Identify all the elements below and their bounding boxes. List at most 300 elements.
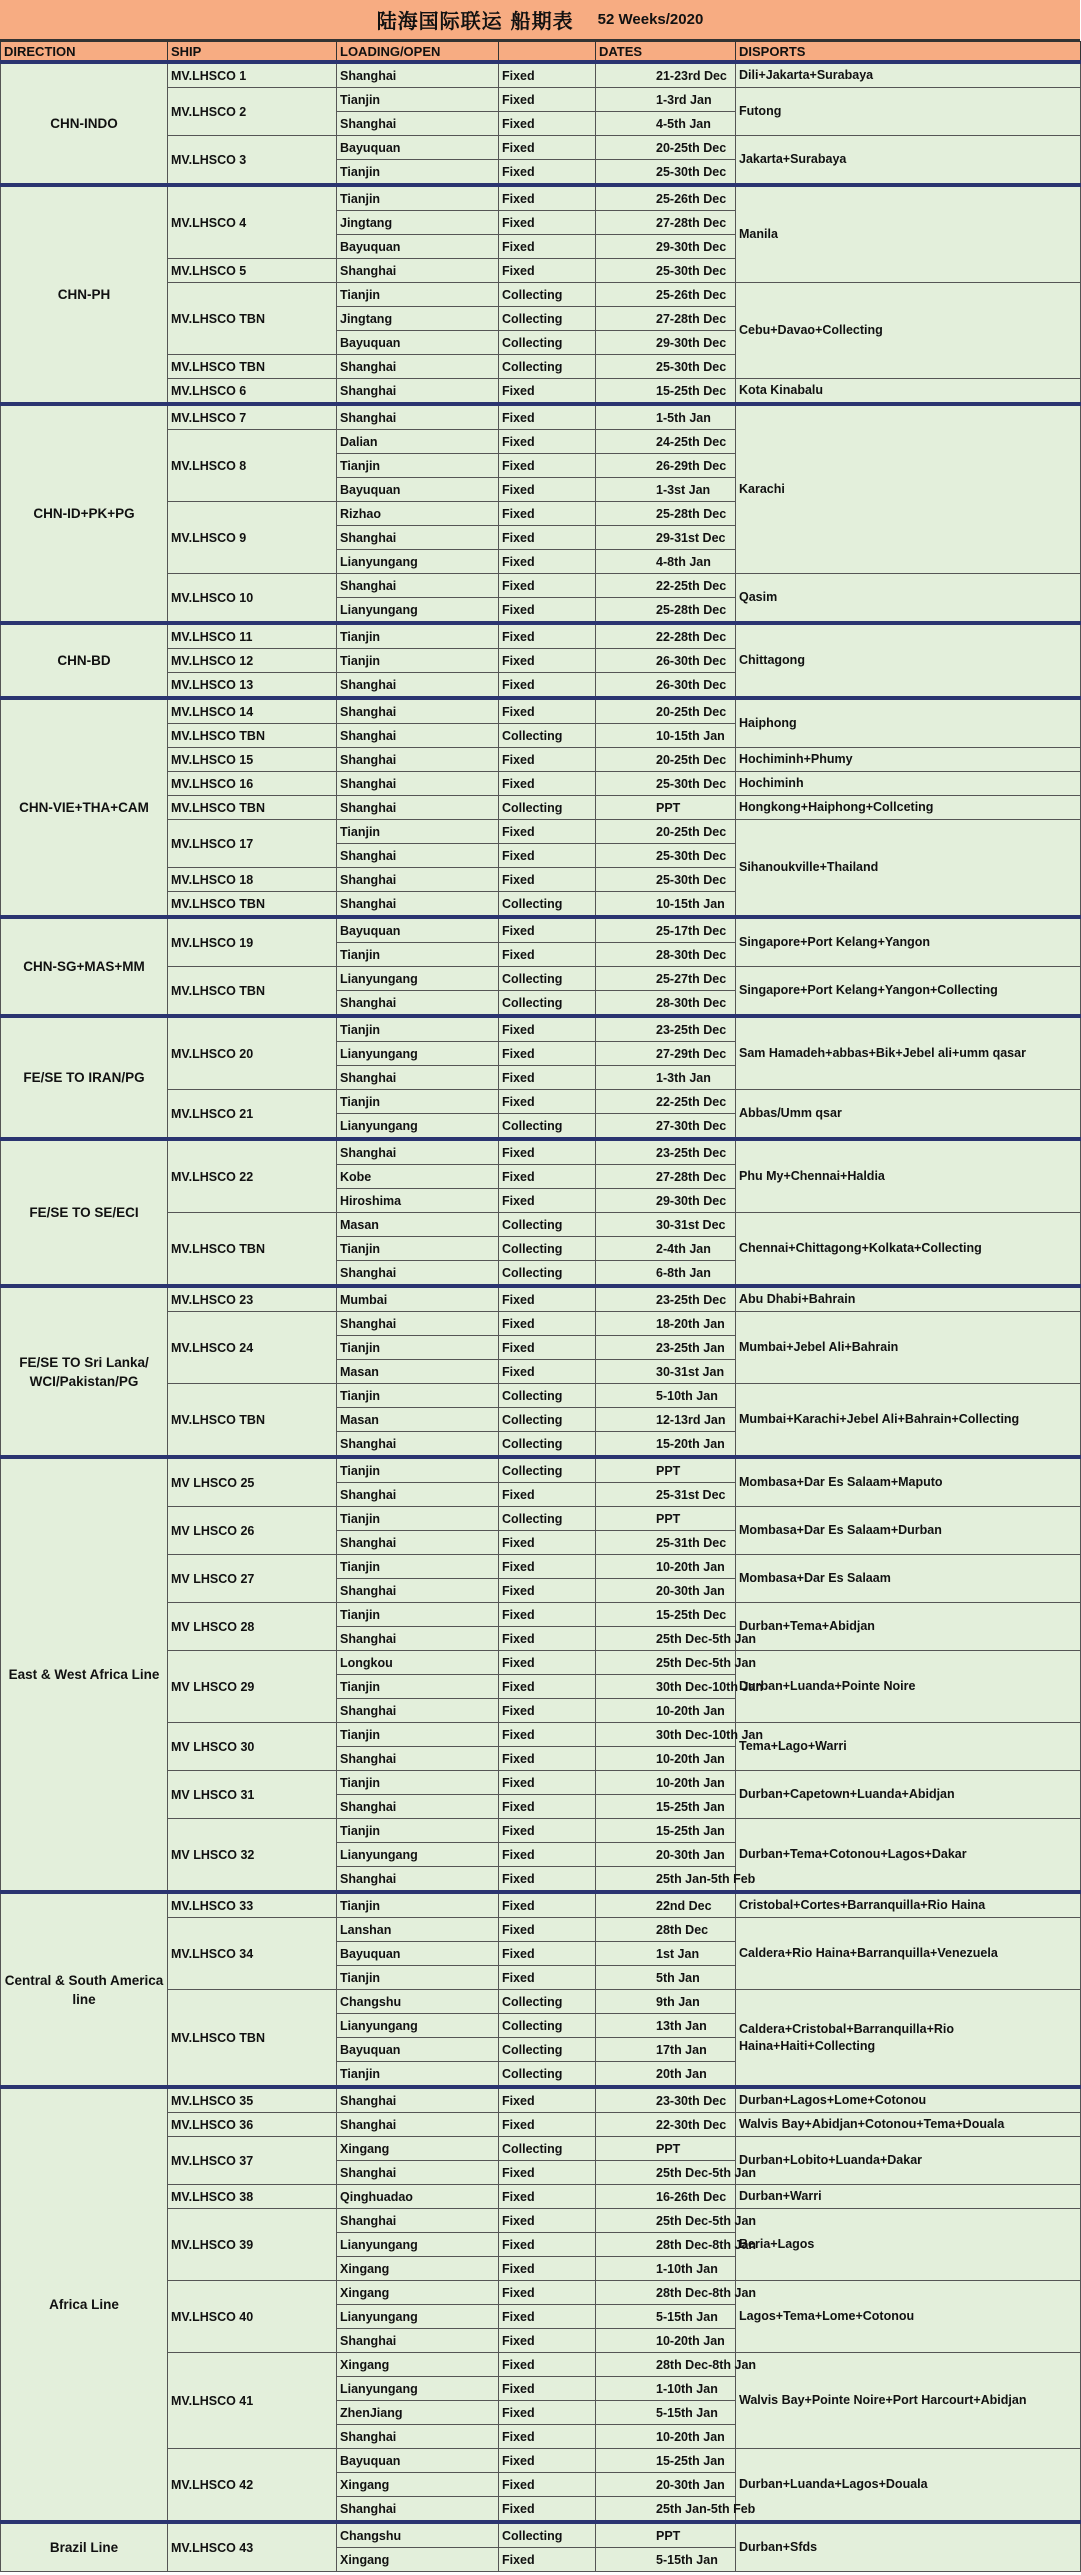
date-cell: 10-20th Jan [596,1747,736,1771]
ship-cell: MV.LHSCO TBN [168,1213,337,1287]
status-cell: Fixed [499,112,596,136]
schedule-row [1,917,1081,943]
status-cell: Fixed [499,1651,596,1675]
loading-port-cell: Xingang [337,2548,499,2572]
loading-port-cell: Lianyungang [337,2377,499,2401]
ship-cell: MV.LHSCO 15 [168,748,337,772]
date-cell: 25th Dec-5th Jan [596,2161,736,2185]
status-cell: Fixed [499,1892,596,1918]
disports-cell: Lagos+Tema+Lome+Cotonou [736,2281,1081,2353]
ship-cell: MV.LHSCO TBN [168,724,337,748]
date-cell: 25-17th Dec [596,917,736,943]
loading-port-cell: Shanghai [337,1312,499,1336]
ship-cell: MV LHSCO 27 [168,1555,337,1603]
loading-port-cell: Shanghai [337,2209,499,2233]
loading-port-cell: Bayuquan [337,235,499,259]
status-cell: Fixed [499,379,596,405]
disports-cell: Mumbai+Jebel Ali+Bahrain [736,1312,1081,1384]
loading-port-cell: Shanghai [337,355,499,379]
ship-cell: MV LHSCO 29 [168,1651,337,1723]
status-cell: Fixed [499,211,596,235]
date-cell: 24-25th Dec [596,430,736,454]
direction-cell: CHN-SG+MAS+MM [1,917,168,1016]
loading-port-cell: Longkou [337,1651,499,1675]
status-cell: Collecting [499,1432,596,1458]
schedule-row [1,2087,1081,2113]
date-cell: 15-25th Jan [596,1819,736,1843]
ship-cell: MV LHSCO 31 [168,1771,337,1819]
direction-cell: FE/SE TO Sri Lanka/ WCI/Pakistan/PG [1,1286,168,1457]
disports-cell: Futong [736,88,1081,136]
disports-cell: Durban+Lagos+Lome+Cotonou [736,2087,1081,2113]
disports-cell: Caldera+Cristobal+Barranquilla+Rio Haina+Haiti+Collecting [736,1990,1081,2088]
status-cell: Fixed [499,1042,596,1066]
loading-port-cell: Shanghai [337,404,499,430]
date-cell: 1-10th Jan [596,2377,736,2401]
ship-cell: MV.LHSCO 7 [168,404,337,430]
status-cell: Fixed [499,550,596,574]
date-cell: 1-3th Jan [596,1066,736,1090]
loading-port-cell: Lianyungang [337,1114,499,1140]
schedule-row [1,623,1081,649]
ship-cell: MV.LHSCO 23 [168,1286,337,1312]
date-cell: 27-28th Dec [596,307,736,331]
ship-cell: MV.LHSCO 34 [168,1918,337,1990]
date-cell: 22-30th Dec [596,2113,736,2137]
loading-port-cell: Changshu [337,2522,499,2548]
schedule-table [0,41,1081,2572]
loading-port-cell: Shanghai [337,2087,499,2113]
date-cell: 30-31st Dec [596,1213,736,1237]
date-cell: 15-20th Jan [596,1432,736,1458]
disports-cell: Sihanoukville+Thailand [736,820,1081,918]
ship-cell: MV.LHSCO 8 [168,430,337,502]
disports-cell: Mombasa+Dar Es Salaam+Durban [736,1507,1081,1555]
direction-cell: Brazil Line [1,2522,168,2572]
status-cell: Fixed [499,1843,596,1867]
ship-cell: MV LHSCO 26 [168,1507,337,1555]
loading-port-cell: Shanghai [337,892,499,918]
loading-port-cell: Shanghai [337,2425,499,2449]
status-cell: Collecting [499,724,596,748]
status-cell: Fixed [499,136,596,160]
status-cell: Collecting [499,1990,596,2014]
loading-port-cell: Shanghai [337,748,499,772]
status-cell: Fixed [499,868,596,892]
date-cell: 25-30th Dec [596,160,736,186]
loading-port-cell: Tianjin [337,1237,499,1261]
status-cell: Fixed [499,2113,596,2137]
loading-port-cell: Dalian [337,430,499,454]
date-cell: 29-30th Dec [596,235,736,259]
date-cell: 20-25th Dec [596,136,736,160]
date-cell: 27-30th Dec [596,1114,736,1140]
status-cell: Collecting [499,307,596,331]
status-cell: Fixed [499,917,596,943]
ship-cell: MV.LHSCO 37 [168,2137,337,2185]
status-cell: Fixed [499,88,596,112]
loading-port-cell: Shanghai [337,62,499,88]
schedule-row [1,62,1081,88]
disports-cell: Mombasa+Dar Es Salaam [736,1555,1081,1603]
date-cell: 28-30th Dec [596,991,736,1017]
schedule-row [1,185,1081,211]
loading-port-cell: Lianyungang [337,2014,499,2038]
loading-port-cell: Tianjin [337,1892,499,1918]
loading-port-cell: Shanghai [337,1432,499,1458]
date-cell: 25-31th Dec [596,1531,736,1555]
status-cell: Fixed [499,2281,596,2305]
date-cell: 23-30th Dec [596,2087,736,2113]
direction-cell: Central & South America line [1,1892,168,2087]
schedule-row [1,1139,1081,1165]
schedule-row [1,1286,1081,1312]
status-cell: Fixed [499,820,596,844]
ship-cell: MV.LHSCO 12 [168,649,337,673]
loading-port-cell: Lanshan [337,1918,499,1942]
ship-cell: MV.LHSCO 33 [168,1892,337,1918]
loading-port-cell: Shanghai [337,1531,499,1555]
status-cell: Fixed [499,844,596,868]
ship-cell: MV LHSCO 32 [168,1819,337,1893]
date-cell: 20-30th Jan [596,2473,736,2497]
loading-port-cell: Tianjin [337,1723,499,1747]
date-cell: 30th Dec-10th Jan [596,1675,736,1699]
ship-cell: MV.LHSCO 21 [168,1090,337,1140]
date-cell: 25-30th Dec [596,868,736,892]
loading-port-cell: Lianyungang [337,2233,499,2257]
status-cell: Fixed [499,1747,596,1771]
status-cell: Fixed [499,1942,596,1966]
loading-port-cell: Lianyungang [337,2305,499,2329]
date-cell: PPT [596,2137,736,2161]
disports-cell: Qasim [736,574,1081,624]
date-cell: 23-25th Dec [596,1016,736,1042]
status-cell: Fixed [499,2548,596,2572]
loading-port-cell: Shanghai [337,796,499,820]
status-cell: Fixed [499,1579,596,1603]
status-cell: Fixed [499,2233,596,2257]
loading-port-cell: Shanghai [337,698,499,724]
disports-cell: Sam Hamadeh+abbas+Bik+Jebel ali+umm qasar [736,1016,1081,1090]
status-cell: Collecting [499,355,596,379]
loading-port-cell: Xingang [337,2473,499,2497]
loading-port-cell: Tianjin [337,2062,499,2088]
disports-cell: Durban+Sfds [736,2522,1081,2572]
ship-cell: MV.LHSCO 13 [168,673,337,699]
loading-port-cell: Bayuquan [337,136,499,160]
loading-port-cell: Masan [337,1408,499,1432]
status-cell: Collecting [499,1408,596,1432]
status-cell: Fixed [499,160,596,186]
disports-cell: Singapore+Port Kelang+Yangon [736,917,1081,967]
date-cell: 30-31st Jan [596,1360,736,1384]
status-cell: Fixed [499,235,596,259]
status-cell: Fixed [499,1531,596,1555]
loading-port-cell: Lianyungang [337,598,499,624]
schedule-row [1,404,1081,430]
disports-cell: Durban+Tema+Cotonou+Lagos+Dakar [736,1819,1081,1893]
date-cell: 10-20th Jan [596,1555,736,1579]
ship-cell: MV.LHSCO 39 [168,2209,337,2281]
disports-cell: Mumbai+Karachi+Jebel Ali+Bahrain+Collecting [736,1384,1081,1458]
disports-cell: Durban+Capetown+Luanda+Abidjan [736,1771,1081,1819]
loading-port-cell: Shanghai [337,1867,499,1893]
loading-port-cell: Jingtang [337,307,499,331]
loading-port-cell: Tianjin [337,1457,499,1483]
date-cell: 17th Jan [596,2038,736,2062]
date-cell: 1-3st Jan [596,478,736,502]
ship-cell: MV.LHSCO 22 [168,1139,337,1213]
loading-port-cell: Shanghai [337,574,499,598]
date-cell: 25-26th Dec [596,283,736,307]
schedule-row [1,1457,1081,1483]
date-cell: 9th Jan [596,1990,736,2014]
status-cell: Fixed [499,1286,596,1312]
ship-cell: MV.LHSCO 10 [168,574,337,624]
date-cell: 28th Dec-8th Jan [596,2233,736,2257]
status-cell: Fixed [499,1723,596,1747]
date-cell: 5th Jan [596,1966,736,1990]
status-cell: Fixed [499,623,596,649]
disports-cell: Hochiminh+Phumy [736,748,1081,772]
loading-port-cell: Shanghai [337,991,499,1017]
loading-port-cell: Tianjin [337,88,499,112]
status-cell: Fixed [499,1555,596,1579]
status-cell: Fixed [499,1139,596,1165]
col-disports: DISPORTS [736,42,1081,63]
col-direction: DIRECTION [1,42,168,63]
date-cell: 1-5th Jan [596,404,736,430]
status-cell: Collecting [499,331,596,355]
loading-port-cell: Lianyungang [337,550,499,574]
date-cell: 20-30th Jan [596,1843,736,1867]
status-cell: Fixed [499,2087,596,2113]
ship-cell: MV.LHSCO 9 [168,502,337,574]
date-cell: 1-10th Jan [596,2257,736,2281]
loading-port-cell: Shanghai [337,1747,499,1771]
date-cell: 22-25th Dec [596,1090,736,1114]
date-cell: 2-4th Jan [596,1237,736,1261]
status-cell: Fixed [499,1090,596,1114]
schedule-body [1,62,1081,2572]
date-cell: 25-27th Dec [596,967,736,991]
date-cell: 10-20th Jan [596,1699,736,1723]
disports-cell: Hongkong+Haiphong+Collceting [736,796,1081,820]
date-cell: 12-13rd Jan [596,1408,736,1432]
loading-port-cell: Bayuquan [337,2449,499,2473]
date-cell: 5-10th Jan [596,1384,736,1408]
direction-cell: East & West Africa Line [1,1457,168,1892]
ship-cell: MV LHSCO 28 [168,1603,337,1651]
ship-cell: MV.LHSCO 1 [168,62,337,88]
status-cell: Fixed [499,478,596,502]
col-ship: SHIP [168,42,337,63]
loading-port-cell: Masan [337,1360,499,1384]
disports-cell: Dili+Jakarta+Surabaya [736,62,1081,88]
ship-cell: MV.LHSCO 17 [168,820,337,868]
loading-port-cell: Tianjin [337,1819,499,1843]
status-cell: Fixed [499,2377,596,2401]
date-cell: 26-29th Dec [596,454,736,478]
ship-cell: MV.LHSCO 35 [168,2087,337,2113]
disports-cell: Kota Kinabalu [736,379,1081,405]
title-bar [0,0,1080,41]
loading-port-cell: Tianjin [337,1507,499,1531]
loading-port-cell: Tianjin [337,1336,499,1360]
loading-port-cell: Shanghai [337,724,499,748]
status-cell: Fixed [499,2473,596,2497]
disports-cell: Manila [736,185,1081,283]
ship-cell: MV.LHSCO 16 [168,772,337,796]
status-cell: Fixed [499,1483,596,1507]
date-cell: 29-30th Dec [596,331,736,355]
loading-port-cell: Bayuquan [337,478,499,502]
loading-port-cell: Shanghai [337,1627,499,1651]
direction-cell: CHN-VIE+THA+CAM [1,698,168,917]
loading-port-cell: Kobe [337,1165,499,1189]
disports-cell: Tema+Lago+Warri [736,1723,1081,1771]
status-cell: Collecting [499,796,596,820]
date-cell: 28th Dec-8th Jan [596,2353,736,2377]
loading-port-cell: Shanghai [337,1483,499,1507]
status-cell: Fixed [499,1189,596,1213]
date-cell: 27-29th Dec [596,1042,736,1066]
loading-port-cell: Shanghai [337,2161,499,2185]
status-cell: Collecting [499,1237,596,1261]
date-cell: 5-15th Jan [596,2548,736,2572]
status-cell: Fixed [499,1165,596,1189]
date-cell: 26-30th Dec [596,649,736,673]
disports-cell: Chittagong [736,623,1081,698]
date-cell: 26-30th Dec [596,673,736,699]
date-cell: 25-26th Dec [596,185,736,211]
ship-cell: MV.LHSCO 41 [168,2353,337,2449]
date-cell: 20-30th Jan [596,1579,736,1603]
date-cell: 10-20th Jan [596,2329,736,2353]
date-cell: 27-28th Dec [596,1165,736,1189]
loading-port-cell: Shanghai [337,259,499,283]
status-cell: Fixed [499,259,596,283]
loading-port-cell: Jingtang [337,211,499,235]
status-cell: Collecting [499,892,596,918]
loading-port-cell: Bayuquan [337,917,499,943]
ship-cell: MV.LHSCO TBN [168,1990,337,2088]
loading-port-cell: Tianjin [337,185,499,211]
loading-port-cell: Xingang [337,2257,499,2281]
date-cell: 22-28th Dec [596,623,736,649]
status-cell: Collecting [499,2062,596,2088]
date-cell: 20th Jan [596,2062,736,2088]
loading-port-cell: Tianjin [337,1675,499,1699]
date-cell: 29-31st Dec [596,526,736,550]
status-cell: Fixed [499,943,596,967]
disports-cell: Singapore+Port Kelang+Yangon+Collecting [736,967,1081,1017]
date-cell: 30th Dec-10th Jan [596,1723,736,1747]
direction-cell: CHN-ID+PK+PG [1,404,168,623]
loading-port-cell: Xingang [337,2137,499,2161]
status-cell: Fixed [499,698,596,724]
disports-cell: Beria+Lagos [736,2209,1081,2281]
loading-port-cell: Tianjin [337,1016,499,1042]
status-cell: Fixed [499,2209,596,2233]
status-cell: Fixed [499,526,596,550]
status-cell: Collecting [499,2522,596,2548]
disports-cell: Cebu+Davao+Collecting [736,283,1081,379]
loading-port-cell: Tianjin [337,1966,499,1990]
date-cell: 25-30th Dec [596,259,736,283]
title-chinese: 陆海国际联运 船期表 [376,9,574,33]
disports-cell: Hochiminh [736,772,1081,796]
direction-cell: FE/SE TO SE/ECI [1,1139,168,1286]
status-cell: Collecting [499,1457,596,1483]
status-cell: Collecting [499,1114,596,1140]
date-cell: 10-15th Jan [596,892,736,918]
ship-cell: MV.LHSCO 14 [168,698,337,724]
loading-port-cell: Tianjin [337,820,499,844]
ship-cell: MV.LHSCO 24 [168,1312,337,1384]
status-cell: Fixed [499,1918,596,1942]
date-cell: 4-8th Jan [596,550,736,574]
loading-port-cell: Tianjin [337,283,499,307]
date-cell: 22nd Dec [596,1892,736,1918]
ship-cell: MV.LHSCO 3 [168,136,337,186]
loading-port-cell: Lianyungang [337,967,499,991]
loading-port-cell: Hiroshima [337,1189,499,1213]
date-cell: 6-8th Jan [596,1261,736,1287]
ship-cell: MV.LHSCO 40 [168,2281,337,2353]
ship-cell: MV.LHSCO 5 [168,259,337,283]
status-cell: Fixed [499,1699,596,1723]
date-cell: 15-25th Jan [596,1795,736,1819]
status-cell: Collecting [499,967,596,991]
date-cell: 10-20th Jan [596,2425,736,2449]
loading-port-cell: Shanghai [337,1066,499,1090]
loading-port-cell: Mumbai [337,1286,499,1312]
ship-cell: MV.LHSCO TBN [168,355,337,379]
status-cell: Collecting [499,991,596,1017]
date-cell: 21-23rd Dec [596,62,736,88]
date-cell: 4-5th Jan [596,112,736,136]
date-cell: 20-25th Dec [596,698,736,724]
date-cell: 25th Jan-5th Feb [596,2497,736,2523]
loading-port-cell: Shanghai [337,673,499,699]
loading-port-cell: Qinghuadao [337,2185,499,2209]
disports-cell: Walvis Bay+Abidjan+Cotonou+Tema+Douala [736,2113,1081,2137]
disports-cell: Durban+Warri [736,2185,1081,2209]
date-cell: 28th Dec-8th Jan [596,2281,736,2305]
status-cell: Fixed [499,404,596,430]
direction-cell: FE/SE TO IRAN/PG [1,1016,168,1139]
date-cell: 25-30th Dec [596,772,736,796]
loading-port-cell: Tianjin [337,623,499,649]
loading-port-cell: Tianjin [337,1603,499,1627]
loading-port-cell: Shanghai [337,2113,499,2137]
disports-cell: Durban+Luanda+Lagos+Douala [736,2449,1081,2523]
status-cell: Fixed [499,1312,596,1336]
disports-cell: Karachi [736,404,1081,574]
loading-port-cell: Masan [337,1213,499,1237]
date-cell: 25-28th Dec [596,598,736,624]
status-cell: Fixed [499,2497,596,2523]
date-cell: 20-25th Dec [596,748,736,772]
loading-port-cell: Changshu [337,1990,499,2014]
status-cell: Fixed [499,2329,596,2353]
ship-cell: MV.LHSCO 38 [168,2185,337,2209]
loading-port-cell: Tianjin [337,649,499,673]
status-cell: Collecting [499,2038,596,2062]
status-cell: Fixed [499,502,596,526]
